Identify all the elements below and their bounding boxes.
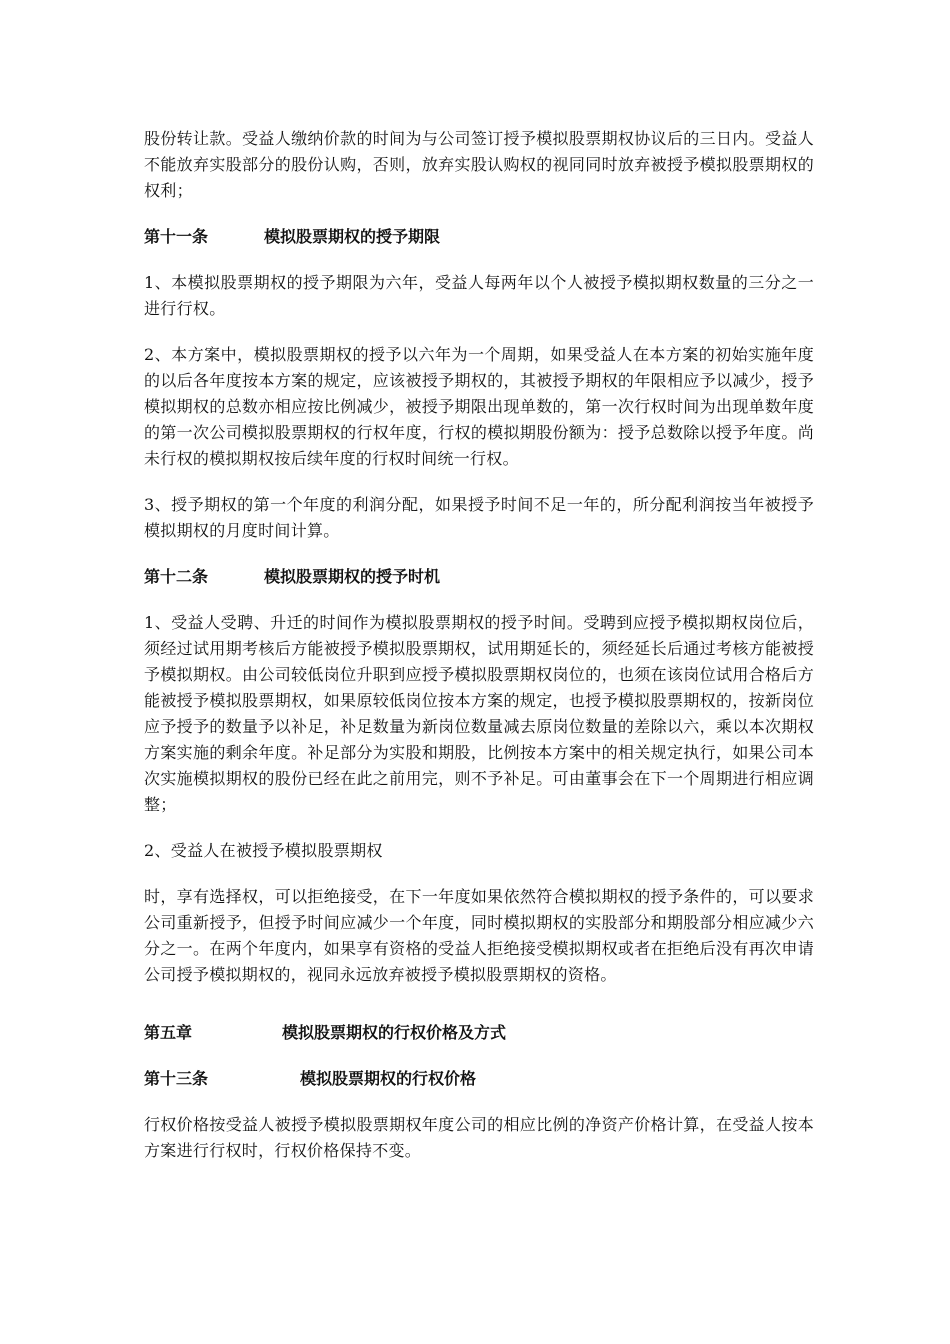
- paragraph: 股份转让款。受益人缴纳价款的时间为与公司签订授予模拟股票期权协议后的三日内。受益人不能放弃实股部分的股份认购，否则，放弃实股认购权的视同同时放弃被授予模拟股票期权的权利；: [144, 129, 814, 200]
- paragraph: 1、本模拟股票期权的授予期限为六年，受益人每两年以个人被授予模拟期权数量的三分之一进行行权。: [144, 273, 814, 318]
- article-heading: [144, 1066, 814, 1092]
- paragraph: 时，享有选择权，可以拒绝接受，在下一年度如果依然符合模拟期权的授予条件的，可以要求公司重新授予，但授予时间应减少一个年度，同时模拟期权的实股部分和期股部分相应减少六分之一。在两个年度内，如果享有资格的受益人拒绝接受模拟期权或者在拒绝后没有再次申请公司授予模拟期权的，视同永远放弃被授予模拟股票期权的资格。: [144, 887, 814, 984]
- paragraph: 3、授予期权的第一个年度的利润分配，如果授予时间不足一年的，所分配利润按当年被授予模拟期权的月度时间计算。: [144, 495, 814, 540]
- article-title: 模拟股票期权的行权价格: [300, 1069, 477, 1088]
- article-number: 第十三条: [144, 1069, 209, 1088]
- article-number: 第十二条: [144, 567, 209, 586]
- chapter-number: 第五章: [144, 1023, 193, 1042]
- article-heading: [144, 564, 814, 590]
- chapter-title: 模拟股票期权的行权价格及方式: [282, 1023, 507, 1042]
- paragraph: 1、受益人受聘、升迁的时间作为模拟股票期权的授予时间。受聘到应授予模拟期权岗位后，须经过试用期考核后方能被授予模拟股票期权，试用期延长的，须经延长后通过考核方能被授予模拟期权。由公司较低岗位升职到应授予模拟股票期权岗位的，也须在该岗位试用合格后方能被授予模拟股票期权，如果原较低岗位按本方案的规定，也授予模拟股票期权的，按新岗位应予授予的数量予以补足，补足数量为新岗位数量减去原岗位数量的差除以六，乘以本次期权方案实施的剩余年度。补足部分为实股和期股，比例按本方案中的相关规定执行，如果公司本次实施模拟期权的股份已经在此之前用完，则不予补足。可由董事会在下一个周期进行相应调整；: [144, 613, 814, 814]
- paragraph: 2、本方案中，模拟股票期权的授予以六年为一个周期，如果受益人在本方案的初始实施年度的以后各年度按本方案的规定，应该被授予期权的，其被授予期权的年限相应予以减少，授予模拟期权的总数亦相应按比例减少，被授予期限出现单数的，第一次行权时间为出现单数年度的第一次公司模拟股票期权的行权年度，行权的模拟期股份额为：授予总数除以授予年度。尚未行权的模拟期权按后续年度的行权时间统一行权。: [144, 345, 814, 468]
- chapter-heading: [144, 1020, 814, 1046]
- article-title: 模拟股票期权的授予时机: [264, 567, 441, 586]
- paragraph: 2、受益人在被授予模拟股票期权: [144, 841, 383, 860]
- article-title: 模拟股票期权的授予期限: [264, 227, 441, 246]
- article-number: 第十一条: [144, 227, 209, 246]
- paragraph: 行权价格按受益人被授予模拟股票期权年度公司的相应比例的净资产价格计算，在受益人按本方案进行行权时，行权价格保持不变。: [144, 1115, 814, 1160]
- document-body: [144, 126, 814, 1184]
- article-heading: [144, 224, 814, 250]
